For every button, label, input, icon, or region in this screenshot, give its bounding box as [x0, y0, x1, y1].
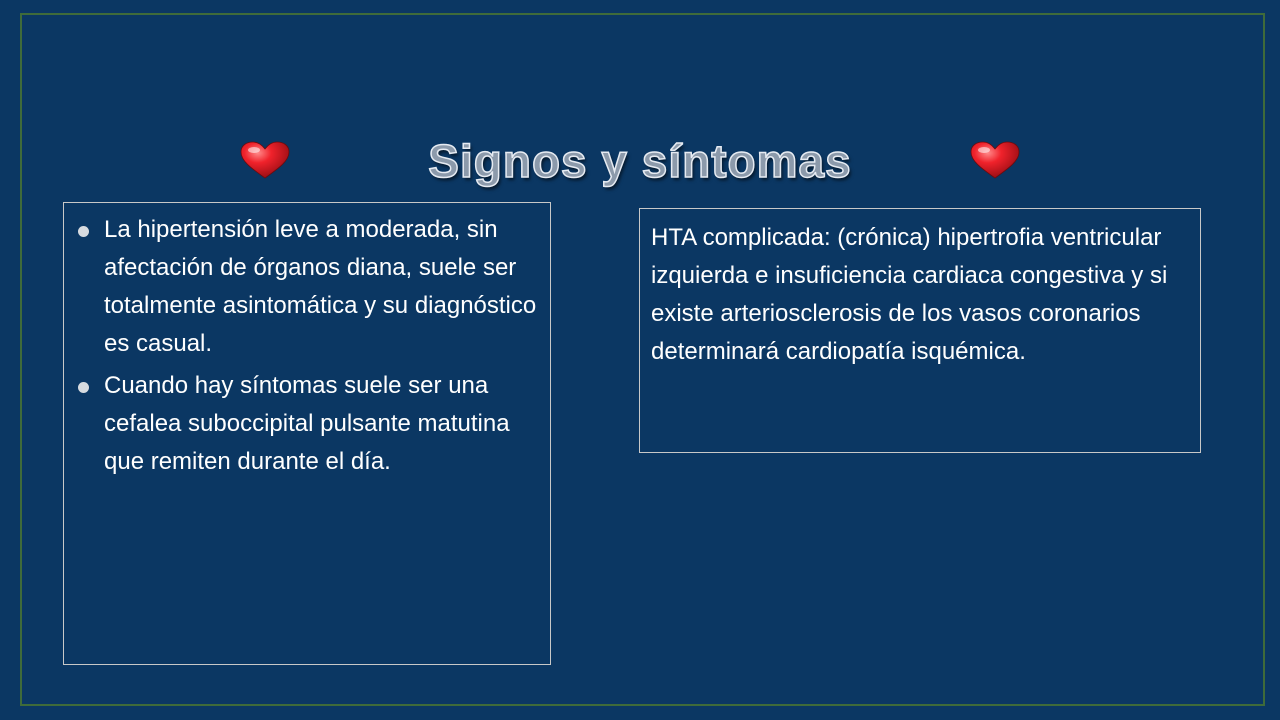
bullet-dot-icon: [78, 382, 89, 393]
bullet-dot-icon: [78, 226, 89, 237]
bullet-item: [104, 367, 538, 481]
bullet-item: [104, 211, 538, 363]
slide-title: Signos y síntomas: [428, 135, 852, 187]
bullet-list: [64, 203, 550, 481]
heart-icon: [239, 140, 291, 180]
bullet-text: Cuando hay síntomas suele ser una cefalea suboccipital pulsante matutina que remiten durante el día.: [104, 372, 510, 475]
heart-icon: [969, 140, 1021, 180]
right-text-box: [639, 208, 1201, 453]
right-box-text: HTA complicada: (crónica) hipertrofia ventricular izquierda e insuficiencia cardiaca congestiva y si existe arteriosclerosis de los vasos coronarios determinará cardiopatía isquémica.: [651, 224, 1168, 365]
bullet-text: La hipertensión leve a moderada, sin afectación de órganos diana, suele ser totalmente asintomática y su diagnóstico es casual.: [104, 216, 537, 357]
left-text-box: [63, 202, 551, 665]
